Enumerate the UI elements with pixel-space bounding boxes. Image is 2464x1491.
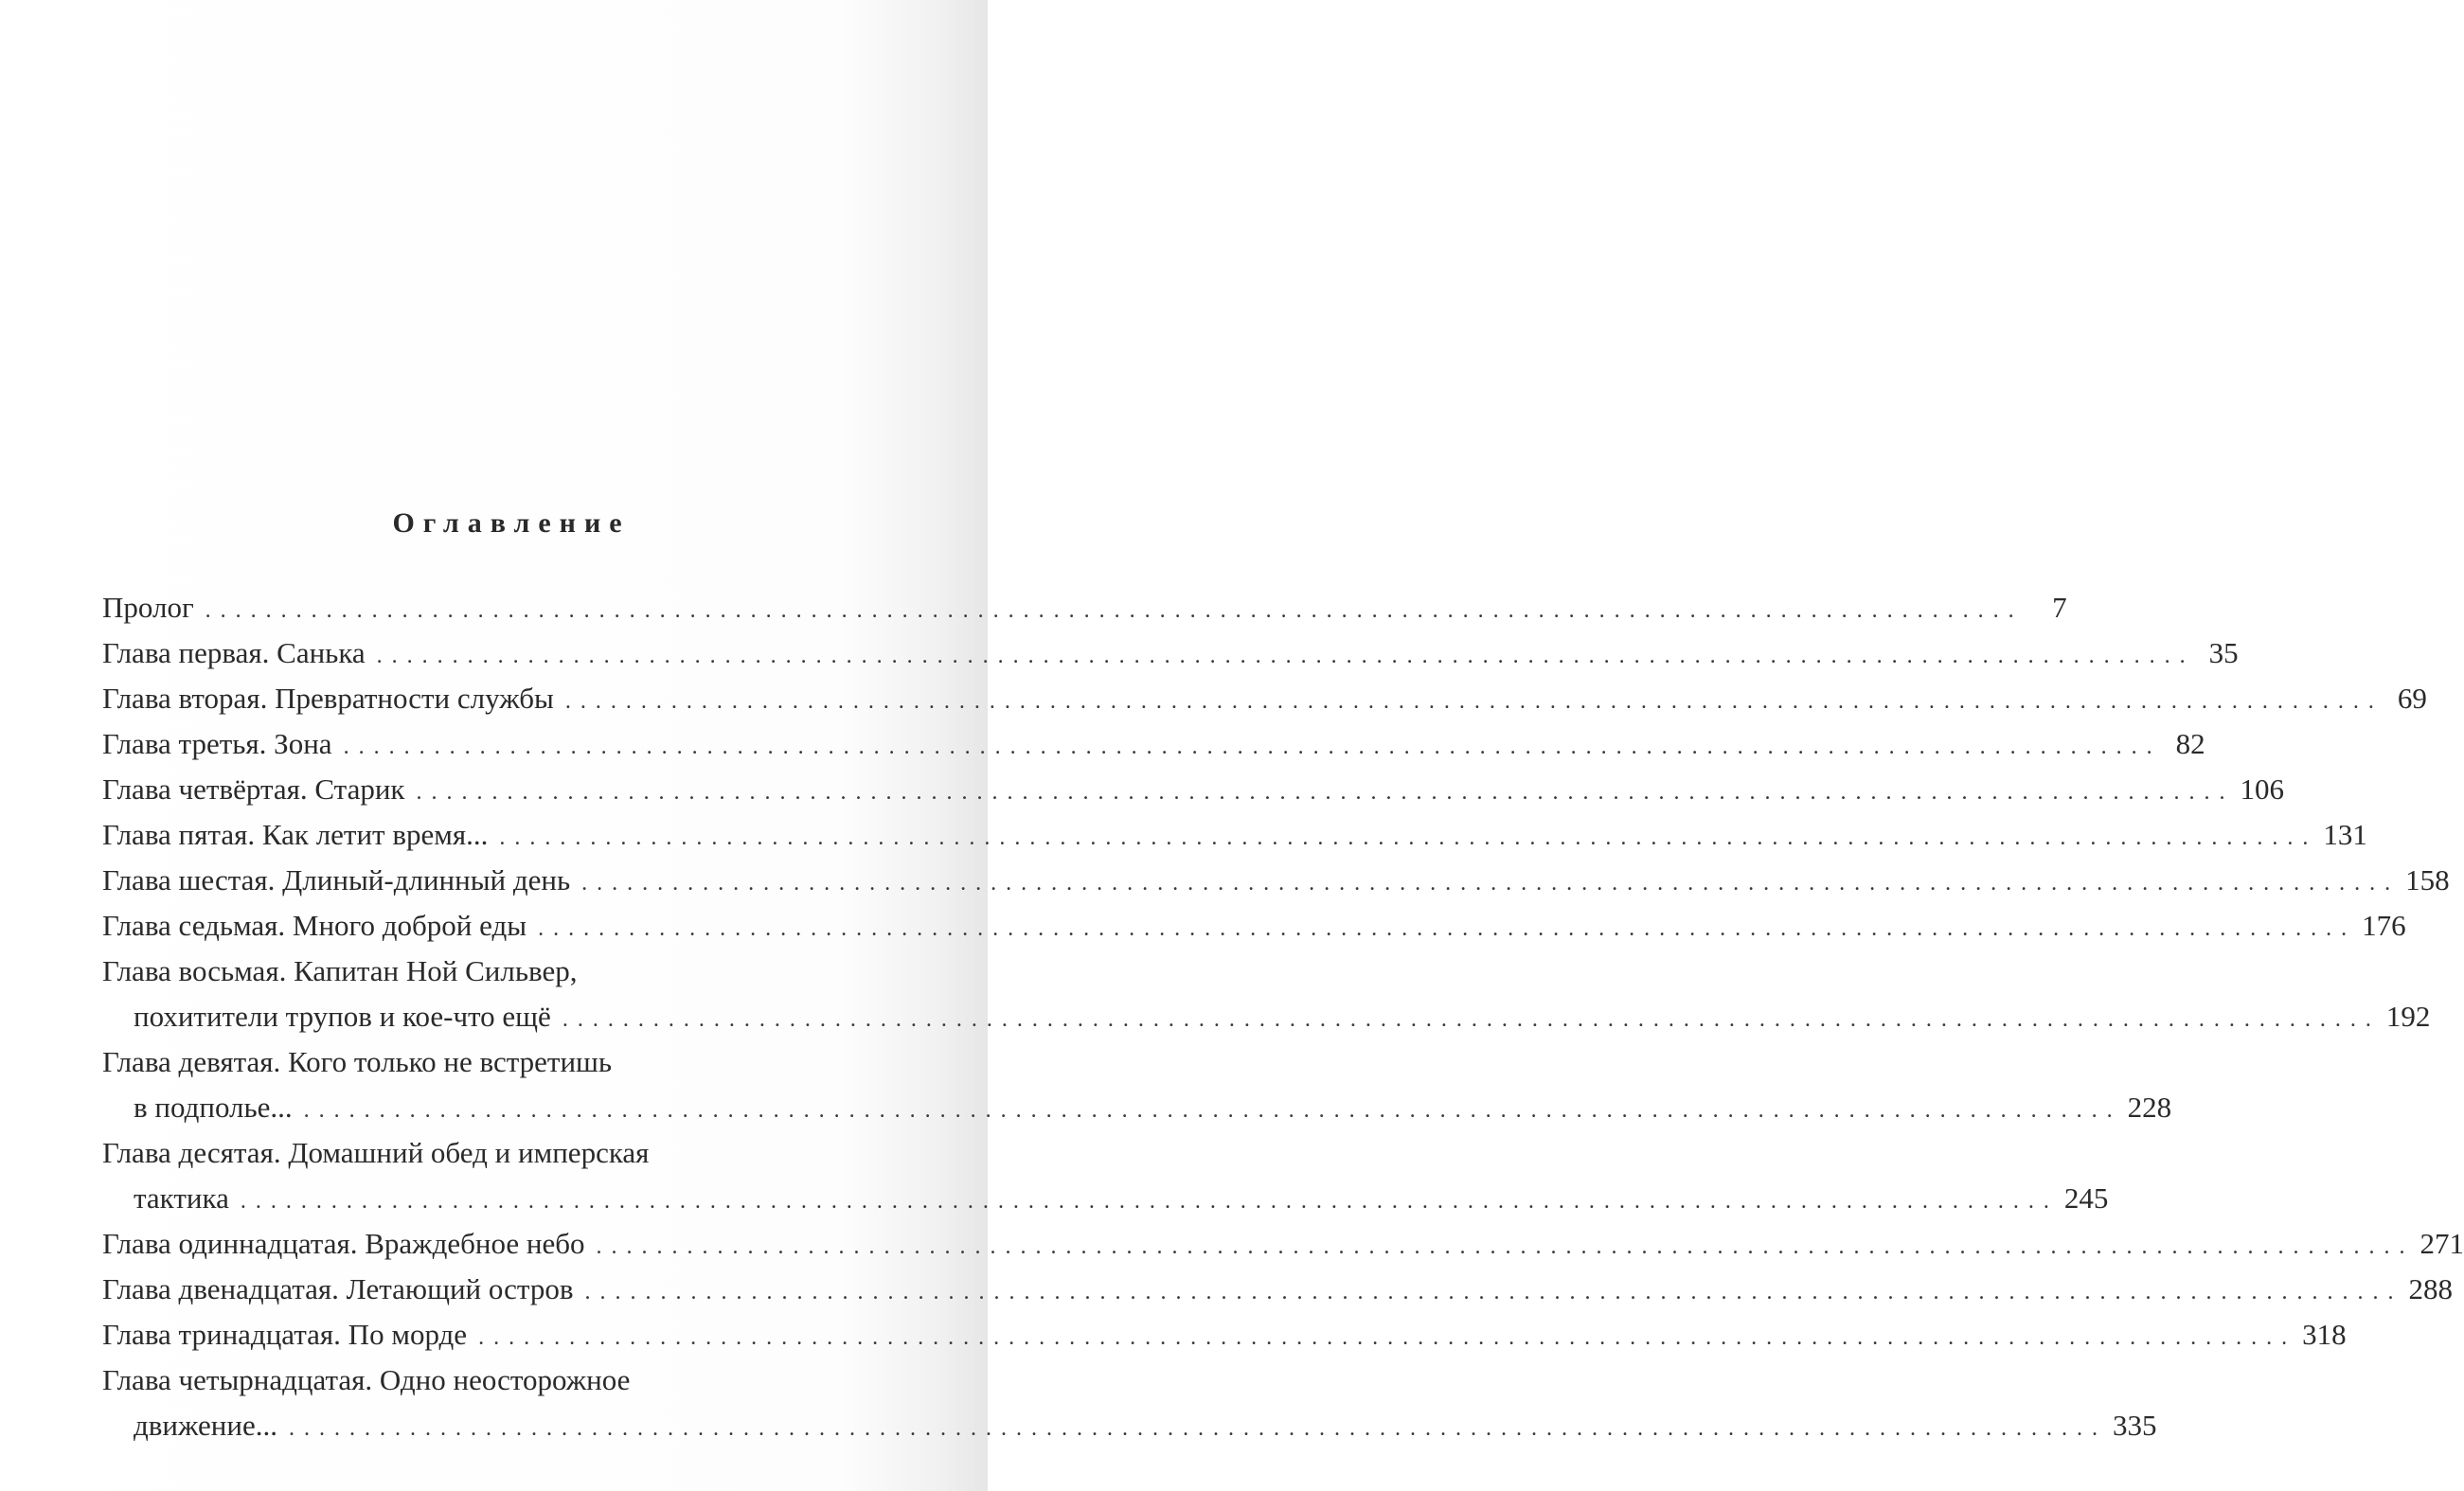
toc-page-number: 158 xyxy=(2405,863,2450,896)
dot-leader: . . . . . . . . . . . . . . . . . . . . . . . . . . . . . . . . . . . . . . . . . . . . . . . . . . . . . . . . . . . . . . . . . . . . . . . . . . . . . . . . . . . . . . . . . . . . . . . . . . . . . . . . . . . . . . . . . . . . . . . . xyxy=(584,1280,2396,1305)
toc-entry-line xyxy=(102,767,2284,812)
dot-leader: . . . . . . . . . . . . . . . . . . . . . . . . . . . . . . . . . . . . . . . . . . . . . . . . . . . . . . . . . . . . . . . . . . . . . . . . . . . . . . . . . . . . . . . . . . . . . . . . . . . . . . . . . . . . . . . . . . . . . . . . xyxy=(562,1007,2373,1032)
dot-leader: . . . . . . . . . . . . . . . . . . . . . . . . . . . . . . . . . . . . . . . . . . . . . . . . . . . . . . . . . . . . . . . . . . . . . . . . . . . . . . . . . . . . . . . . . . . . . . . . . . . . . . . . . . . . . . . . . . . . . . . . xyxy=(240,1189,2051,1214)
toc-page-number: 245 xyxy=(2063,1181,2109,1215)
toc-entry-line xyxy=(102,1267,2453,1312)
dot-leader: . . . . . . . . . . . . . . . . . . . . . . . . . . . . . . . . . . . . . . . . . . . . . . . . . . . . . . . . . . . . . . . . . . . . . . . . . . . . . . . . . . . . . . . . . . . . . . . . . . . . . . . . . . . . . . . . . . . . . . . . xyxy=(416,780,2227,805)
toc-entry xyxy=(102,676,2427,721)
toc-page-number: 131 xyxy=(2323,818,2367,851)
toc-entry-continuation xyxy=(102,1403,2157,1448)
toc-entry xyxy=(102,1267,2453,1312)
toc-entry-title: похитители трупов и кое-что ещё xyxy=(134,1000,551,1033)
dot-leader: . . . . . . . . . . . . . . . . . . . . . . . . . . . . . . . . . . . . . . . . . . . . . . . . . . . . . . . . . . . . . . . . . . . . . . . . . . . . . . . . . . . . . . . . . . . . . . . . . . . . . . . . . . . . . . . . . . . . . . . . xyxy=(288,1416,2099,1441)
toc-page-number: 35 xyxy=(2208,636,2239,669)
dot-leader: . . . . . . . . . . . . . . . . . . . . . . . . . . . . . . . . . . . . . . . . . . . . . . . . . . . . . . . . . . . . . . . . . . . . . . . . . . . . . . . . . . . . . . . . . . . . . . . . . . . . . . . . . . . . . . . . . . . . . . . . xyxy=(596,1234,2407,1259)
toc-entry xyxy=(102,858,2450,903)
page-title: Оглавление xyxy=(392,507,631,539)
toc-entry xyxy=(102,949,2431,1039)
dot-leader: . . . . . . . . . . . . . . . . . . . . . . . . . . . . . . . . . . . . . . . . . . . . . . . . . . . . . . . . . . . . . . . . . . . . . . . . . . . . . . . . . . . . . . . . . . . . . . . . . . . . . . . . . . . . . . . . . . . . . . . . xyxy=(343,735,2154,759)
toc-page-number: 7 xyxy=(2052,591,2067,624)
toc-entry-title: Глава третья. Зона xyxy=(102,727,332,760)
toc-page-number: 318 xyxy=(2302,1318,2347,1351)
toc-page-number: 106 xyxy=(2240,772,2284,806)
toc-entry-line xyxy=(102,1039,913,1085)
toc-entry xyxy=(102,1312,2347,1358)
toc-entry-title: Глава шестая. Длиный-длинный день xyxy=(102,863,571,896)
toc-page-number: 176 xyxy=(2362,909,2406,942)
toc-entry-continuation xyxy=(102,1085,2172,1130)
toc-entry-title: Глава пятая. Как летит время... xyxy=(102,818,489,851)
toc-page-number: 228 xyxy=(2127,1091,2172,1124)
dot-leader: . . . . . . . . . . . . . . . . . . . . . . . . . . . . . . . . . . . . . . . . . . . . . . . . . . . . . . . . . . . . . . . . . . . . . . . . . . . . . . . . . . . . . . . . . . . . . . . . . . . . . . . . . . . . . . . . . . . . . . . . xyxy=(376,644,2187,668)
toc-entry xyxy=(102,1358,2157,1448)
dot-leader: . . . . . . . . . . . . . . . . . . . . . . . . . . . . . . . . . . . . . . . . . . . . . . . . . . . . . . . . . . . . . . . . . . . . . . . . . . . . . . . . . . . . . . . . . . . . . . . . . . . . . . . . . . . . . . . . . . . . . . . . xyxy=(205,598,2016,623)
toc-entry xyxy=(102,767,2284,812)
toc-entry-title: Глава десятая. Домашний обед и имперская xyxy=(102,1136,650,1169)
toc-entry-line xyxy=(102,721,2205,767)
toc-entry-title: тактика xyxy=(134,1181,229,1215)
toc-entry-title: Глава четвёртая. Старик xyxy=(102,772,405,806)
toc-entry-title: Глава тринадцатая. По морде xyxy=(102,1318,468,1351)
toc-entry-title: в подполье... xyxy=(134,1091,293,1124)
toc-entry-title: Пролог xyxy=(102,591,194,624)
toc-page-number: 192 xyxy=(2385,1000,2431,1033)
toc-entry xyxy=(102,585,2067,630)
toc-entry-line xyxy=(102,1358,913,1403)
dot-leader: . . . . . . . . . . . . . . . . . . . . . . . . . . . . . . . . . . . . . . . . . . . . . . . . . . . . . . . . . . . . . . . . . . . . . . . . . . . . . . . . . . . . . . . . . . . . . . . . . . . . . . . . . . . . . . . . . . . . . . . . xyxy=(538,916,2349,941)
toc-entry-title: движение... xyxy=(134,1409,277,1442)
toc-entry xyxy=(102,630,2239,676)
toc-entry-title: Глава восьмая. Капитан Ной Сильвер, xyxy=(102,954,578,987)
toc-page-number: 271 xyxy=(2419,1227,2464,1260)
toc-entry xyxy=(102,1221,2464,1267)
toc-entry-title: Глава четырнадцатая. Одно неосторожное xyxy=(102,1363,631,1396)
toc-entry xyxy=(102,721,2205,767)
table-of-contents xyxy=(102,585,2464,1448)
toc-entry-continuation xyxy=(102,1176,2109,1221)
toc-entry-line xyxy=(102,903,2406,949)
toc-entry-line xyxy=(102,812,2367,858)
dot-leader: . . . . . . . . . . . . . . . . . . . . . . . . . . . . . . . . . . . . . . . . . . . . . . . . . . . . . . . . . . . . . . . . . . . . . . . . . . . . . . . . . . . . . . . . . . . . . . . . . . . . . . . . . . . . . . . . . . . . . . . . xyxy=(303,1098,2115,1123)
toc-entry xyxy=(102,812,2367,858)
toc-entry-line xyxy=(102,949,913,994)
dot-leader: . . . . . . . . . . . . . . . . . . . . . . . . . . . . . . . . . . . . . . . . . . . . . . . . . . . . . . . . . . . . . . . . . . . . . . . . . . . . . . . . . . . . . . . . . . . . . . . . . . . . . . . . . . . . . . . . . . . . . . . . xyxy=(581,871,2393,896)
toc-entry-continuation xyxy=(102,994,2431,1039)
dot-leader: . . . . . . . . . . . . . . . . . . . . . . . . . . . . . . . . . . . . . . . . . . . . . . . . . . . . . . . . . . . . . . . . . . . . . . . . . . . . . . . . . . . . . . . . . . . . . . . . . . . . . . . . . . . . . . . . . . . . . . . . xyxy=(478,1325,2290,1350)
toc-entry-title: Глава двенадцатая. Летающий остров xyxy=(102,1272,574,1305)
toc-entry xyxy=(102,903,2406,949)
toc-entry-line xyxy=(102,1312,2347,1358)
toc-page-number: 82 xyxy=(2175,727,2205,760)
toc-page-number: 288 xyxy=(2408,1272,2453,1305)
toc-entry-line xyxy=(102,630,2239,676)
toc-page-number: 69 xyxy=(2397,682,2427,715)
toc-entry-line xyxy=(102,1130,913,1176)
toc-entry-title: Глава вторая. Превратности службы xyxy=(102,682,554,715)
toc-entry-title: Глава первая. Санька xyxy=(102,636,366,669)
toc-entry-title: Глава седьмая. Много доброй еды xyxy=(102,909,527,942)
dot-leader: . . . . . . . . . . . . . . . . . . . . . . . . . . . . . . . . . . . . . . . . . . . . . . . . . . . . . . . . . . . . . . . . . . . . . . . . . . . . . . . . . . . . . . . . . . . . . . . . . . . . . . . . . . . . . . . . . . . . . . . . xyxy=(499,825,2311,850)
toc-page-number: 335 xyxy=(2112,1409,2157,1442)
toc-entry-title: Глава одиннадцатая. Враждебное небо xyxy=(102,1227,585,1260)
dot-leader: . . . . . . . . . . . . . . . . . . . . . . . . . . . . . . . . . . . . . . . . . . . . . . . . . . . . . . . . . . . . . . . . . . . . . . . . . . . . . . . . . . . . . . . . . . . . . . . . . . . . . . . . . . . . . . . . . . . . . . . . xyxy=(564,689,2376,714)
toc-entry-title: Глава девятая. Кого только не встретишь xyxy=(102,1045,613,1078)
toc-entry-line xyxy=(102,1221,2464,1267)
toc-entry-line xyxy=(102,585,2067,630)
toc-entry xyxy=(102,1130,2109,1221)
toc-entry xyxy=(102,1039,2172,1130)
toc-entry-line xyxy=(102,676,2427,721)
toc-entry-line xyxy=(102,858,2450,903)
